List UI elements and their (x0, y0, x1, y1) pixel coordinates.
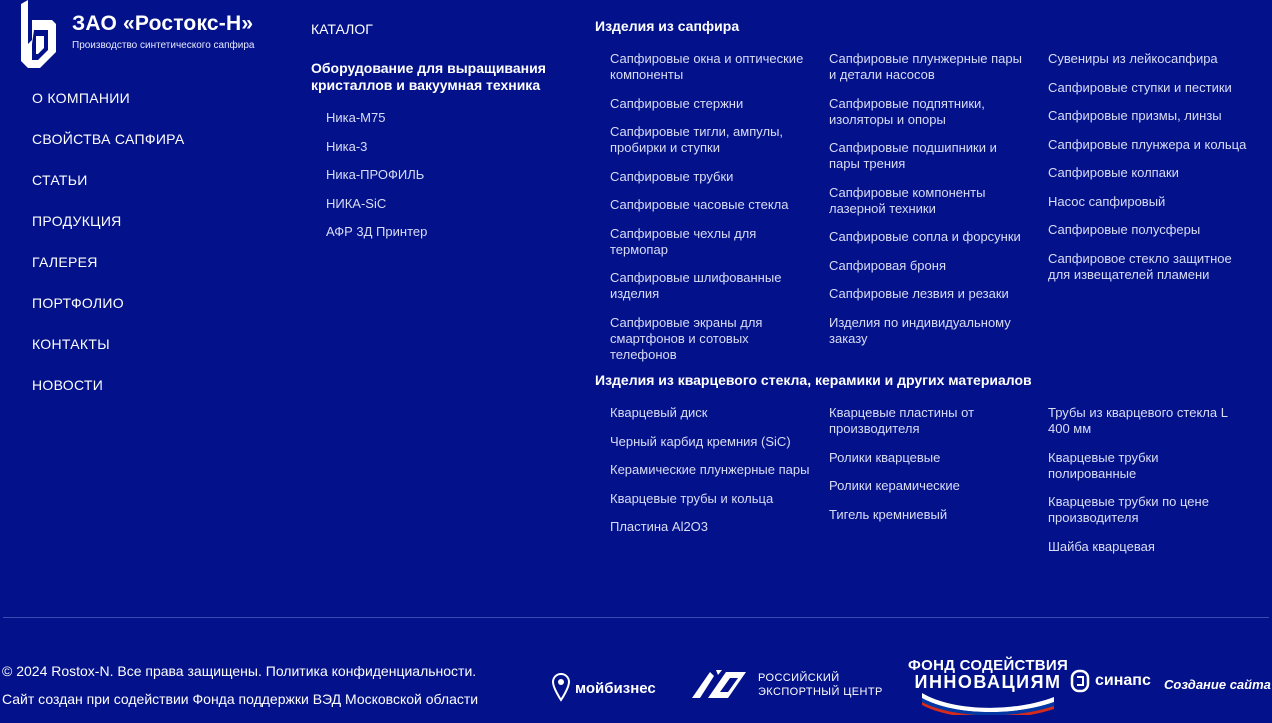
partner-sinaps[interactable] (1070, 669, 1151, 693)
product-link[interactable]: Сапфировые лезвия и резаки (829, 286, 1009, 301)
product-link[interactable]: Кварцевые трубки по цене производителя (1048, 494, 1209, 525)
site-creation-link[interactable]: Создание сайта (1164, 677, 1271, 692)
product-link[interactable]: Шайба кварцевая (1048, 538, 1155, 554)
product-link[interactable]: Изделия по индивидуальному заказу (829, 314, 1011, 346)
nav-item-about[interactable]: О КОМПАНИИ (32, 90, 130, 106)
product-link[interactable]: Сапфировые тигли, ампулы, пробирки и ступки (610, 124, 784, 155)
product-link[interactable]: Черный карбид кремния (SiC) (610, 433, 791, 449)
fond-line-1: ФОНД СОДЕЙСТВИЯ (908, 657, 1069, 674)
quartz-heading[interactable]: Изделия из кварцевого стекла, керамики и других материалов (595, 372, 1032, 388)
sinaps-logo-icon (1070, 669, 1090, 693)
product-link[interactable]: Сапфировые трубки (610, 168, 734, 184)
equipment-heading[interactable]: Оборудование для выращивания кристаллов и вакуумная техника (311, 60, 546, 93)
footer-divider (3, 617, 1269, 618)
brand-name: ЗАО «Ростокс-Н» (72, 12, 254, 35)
sapphire-col-3 (1048, 51, 1248, 295)
product-link[interactable]: Сапфировые подпятники, изоляторы и опоры (829, 95, 985, 127)
product-link[interactable]: Ролики кварцевые (829, 449, 941, 465)
nav-item-news[interactable]: НОВОСТИ (32, 377, 104, 393)
fond-line-2: ИННОВАЦИЯМ (914, 672, 1062, 692)
footer-text (2, 663, 478, 719)
product-link[interactable]: Трубы из кварцевого стекла L 400 мм (1048, 405, 1228, 436)
equipment-item[interactable]: Ника-М75 (326, 110, 386, 125)
nav-item-sapphire-properties[interactable]: СВОЙСТВА САПФИРА (32, 131, 185, 147)
equipment-item[interactable]: Ника-ПРОФИЛЬ (326, 167, 425, 182)
product-link[interactable]: Сапфировые плунжерные пары и детали насосов (829, 51, 1022, 82)
product-link[interactable]: Сапфировые сопла и форсунки (829, 229, 1021, 244)
nav-item-portfolio[interactable]: ПОРТФОЛИО (32, 295, 124, 311)
location-pin-icon (552, 673, 570, 703)
product-link[interactable]: Сапфировые часовые стекла (610, 197, 789, 212)
partner-fond[interactable] (908, 657, 1068, 715)
sapphire-col-1 (610, 51, 810, 375)
product-link[interactable]: Сапфировые компоненты лазерной техники (829, 184, 986, 216)
site-logo[interactable] (18, 0, 255, 70)
product-link[interactable]: Сапфировые шлифованные изделия (610, 270, 782, 301)
product-link[interactable]: Сапфировые чехлы для термопар (610, 225, 757, 257)
copyright-text[interactable]: © 2024 Rostox-N. Все права защищены. Политика конфиденциальности. (2, 663, 477, 679)
product-link[interactable]: Сапфировые экраны для смартфонов и сотовых телефонов (610, 314, 763, 362)
product-link[interactable]: Сапфировые подшипники и пары трения (829, 140, 997, 171)
product-link[interactable]: Сапфировые стержни (610, 95, 744, 111)
sapphire-col-2 (829, 51, 1029, 359)
quartz-col-1 (610, 405, 810, 548)
moybiznes-label: мойбизнес (575, 679, 656, 697)
product-link[interactable]: Сапфировые ступки и пестики (1048, 79, 1232, 95)
equipment-item[interactable]: Ника-3 (326, 138, 368, 154)
rostoks-logo-icon (18, 0, 58, 70)
product-link[interactable]: Насос сапфировый (1048, 193, 1166, 209)
nav-item-products[interactable]: ПРОДУКЦИЯ (32, 213, 122, 229)
main-nav (32, 90, 185, 418)
nav-item-articles[interactable]: СТАТЬИ (32, 172, 88, 188)
product-link[interactable]: Кварцевые пластины от производителя (829, 405, 975, 436)
support-text[interactable]: Сайт создан при содействии Фонда поддержки ВЭД Московской области (2, 691, 479, 707)
product-link[interactable]: Сапфировые колпаки (1048, 165, 1179, 180)
product-link[interactable]: Сувениры из лейкосапфира (1048, 51, 1218, 66)
product-link[interactable]: Сапфировое стекло защитное для извещателей пламени (1048, 250, 1232, 282)
product-link[interactable]: Сапфировые окна и оптические компоненты (610, 51, 804, 82)
partner-moybiznes[interactable] (552, 673, 656, 703)
equipment-list (326, 110, 427, 253)
sinaps-label: синапс (1095, 672, 1151, 689)
product-link[interactable]: Тигель кремниевый (829, 506, 948, 522)
product-link[interactable]: Кварцевые трубки полированные (1048, 449, 1159, 481)
product-link[interactable]: Сапфировая броня (829, 257, 946, 273)
equipment-item[interactable]: АФР 3Д Принтер (326, 224, 428, 239)
nav-item-contacts[interactable]: КОНТАКТЫ (32, 336, 110, 352)
product-link[interactable]: Сапфировые плунжера и кольца (1048, 136, 1247, 152)
brand-tagline: Производство синтетического сапфира (72, 40, 255, 51)
nav-item-gallery[interactable]: ГАЛЕРЕЯ (32, 254, 98, 270)
export-center-logo-icon (690, 668, 748, 702)
product-link[interactable]: Кварцевый диск (610, 405, 708, 420)
equipment-item[interactable]: НИКА-SiC (326, 195, 387, 211)
product-link[interactable]: Сапфировые призмы, линзы (1048, 108, 1222, 123)
sapphire-heading[interactable]: Изделия из сапфира (595, 18, 740, 34)
flag-wave-icon (922, 691, 1054, 715)
product-link[interactable]: Керамические плунжерные пары (610, 462, 810, 477)
product-link[interactable]: Ролики керамические (829, 478, 960, 493)
partner-rec[interactable] (690, 668, 883, 702)
catalog-link[interactable]: КАТАЛОГ (311, 21, 373, 37)
product-link[interactable]: Сапфировые полусферы (1048, 222, 1201, 237)
product-link[interactable]: Кварцевые трубы и кольца (610, 490, 774, 506)
product-link[interactable]: Пластина Al2O3 (610, 519, 709, 534)
quartz-col-2 (829, 405, 1029, 535)
rec-line-1: РОССИЙСКИЙ (758, 672, 840, 684)
rec-line-2: ЭКСПОРТНЫЙ ЦЕНТР (758, 686, 883, 698)
quartz-col-3 (1048, 405, 1248, 567)
